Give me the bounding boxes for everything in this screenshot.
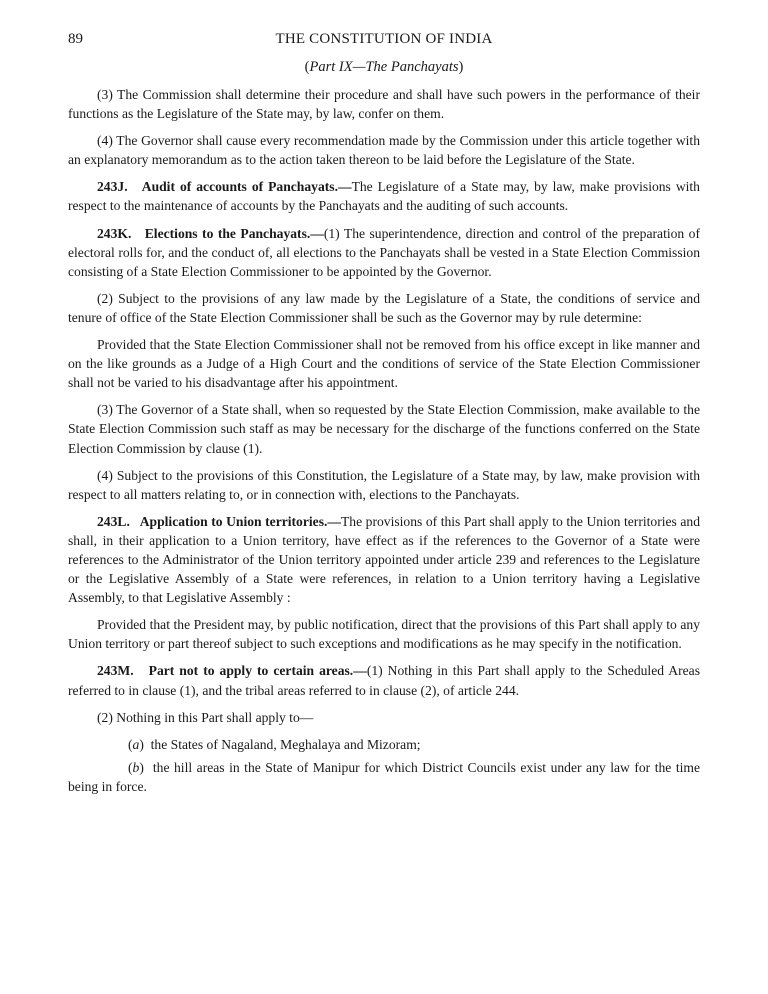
section-243m-heading (97, 663, 367, 678)
section-243j-heading (97, 179, 352, 194)
section-243m-title: Part not to apply to certain areas. (148, 663, 354, 679)
item-a-marker: (a) (128, 736, 144, 752)
page-number: 89 (68, 31, 83, 47)
section-243l-text: The provisions of this Part shall apply to the Union territories and shall, in their application to a Union territory, have effect as if the references to the Governor of a State were references to the Administrator of the Union territory appointed under article 239 and references to the Legislature or the Legislative Assembly of a State were references, in relation to a Union territory having a Legislative Assembly, to that Legislative Assembly : (68, 513, 700, 606)
section-243j (68, 177, 700, 215)
part-heading-open: ( (304, 59, 310, 75)
section-243l-proviso: Provided that the President may, by public notification, direct that the provisions of this Part shall apply to any Union territory or part thereof subject to such exceptions and modifications as he may specify in the notification. (68, 617, 700, 652)
section-243k (68, 224, 700, 281)
clause-4-governor-recommendation: (4) The Governor shall cause every recommendation made by the Commission under this article together with an explanatory memorandum as to the action taken thereon to be laid before the Legislature of the State. (68, 133, 700, 168)
part-heading-text: Part IX—The Panchayats (309, 59, 459, 75)
section-243k-proviso: Provided that the State Election Commissioner shall not be removed from his office except in like manner and on the like grounds as a Judge of a High Court and the conditions of service of the State Election Commissioner shall not be varied to his disadvantage after his appointment. (68, 337, 700, 391)
section-243j-number: 243J. (97, 179, 128, 195)
section-243l-number: 243L. (97, 513, 130, 529)
item-b-marker: (b) (128, 759, 144, 775)
document-page (68, 28, 700, 800)
section-243m (68, 661, 700, 699)
part-heading-close: ) (458, 59, 464, 75)
section-243k-number: 243K. (97, 225, 132, 241)
section-243j-dash: — (337, 179, 352, 195)
section-243m-item-b (68, 758, 700, 796)
section-243k-clause-2: (2) Subject to the provisions of any law made by the Legislature of a State, the conditions of service and tenure of office of the State Election Commissioner shall be such as the Governor may by rule determine: (68, 290, 700, 325)
part-heading (68, 57, 700, 78)
section-243k-clause-3: (3) The Governor of a State shall, when so requested by the State Election Commission, make available to the State Election Commission such staff as may be necessary for the discharge of the functions conferred on the State Election Commission by clause (1). (68, 402, 700, 456)
section-243l-dash: — (327, 513, 341, 529)
section-243m-number: 243M. (97, 663, 134, 679)
section-243l-heading (97, 514, 341, 529)
section-243k-heading (97, 226, 324, 241)
item-b-text: the hill areas in the State of Manipur for which District Councils exist under any law for the time being in force. (68, 759, 700, 794)
section-243j-text: The Legislature of a State may, by law, make provisions with respect to the maintenance of accounts by the Panchayats and the auditing of such accounts. (68, 179, 700, 214)
section-243m-item-a (68, 735, 700, 754)
section-243k-clause-4: (4) Subject to the provisions of this Constitution, the Legislature of a State may, by law, make provision with respect to all matters relating to, or in connection with, elections to the Panchayats. (68, 467, 700, 502)
running-title: THE CONSTITUTION OF INDIA (275, 31, 493, 47)
section-243k-dash: — (310, 225, 324, 241)
section-243j-title: Audit of accounts of Panchayats. (141, 179, 338, 195)
section-243m-clause-2: (2) Nothing in this Part shall apply to— (97, 709, 314, 725)
clause-3-commission-procedure: (3) The Commission shall determine their procedure and shall have such powers in the performance of their functions as the Legislature of the State may, by law, confer on them. (68, 87, 700, 122)
item-a-letter: a (132, 736, 140, 752)
item-b-letter: b (132, 759, 140, 775)
section-243k-title: Elections to the Panchayats. (144, 225, 311, 241)
section-243m-dash: — (353, 663, 367, 679)
section-243l-title: Application to Union territories. (139, 513, 328, 529)
page-header (68, 28, 700, 50)
section-243k-text: (1) The superintendence, direction and control of the preparation of electoral rolls for, and the conduct of, all elections to the Panchayats shall be vested in a State Election Commission consisting of a State Election Commissioner to be appointed by the Governor. (68, 225, 700, 279)
item-a-text: the States of Nagaland, Meghalaya and Mizoram; (150, 736, 421, 752)
section-243l (68, 512, 700, 607)
section-243m-text: (1) Nothing in this Part shall apply to the Scheduled Areas referred to in clause (1), and the tribal areas referred to in clause (2), of article 244. (68, 663, 700, 698)
